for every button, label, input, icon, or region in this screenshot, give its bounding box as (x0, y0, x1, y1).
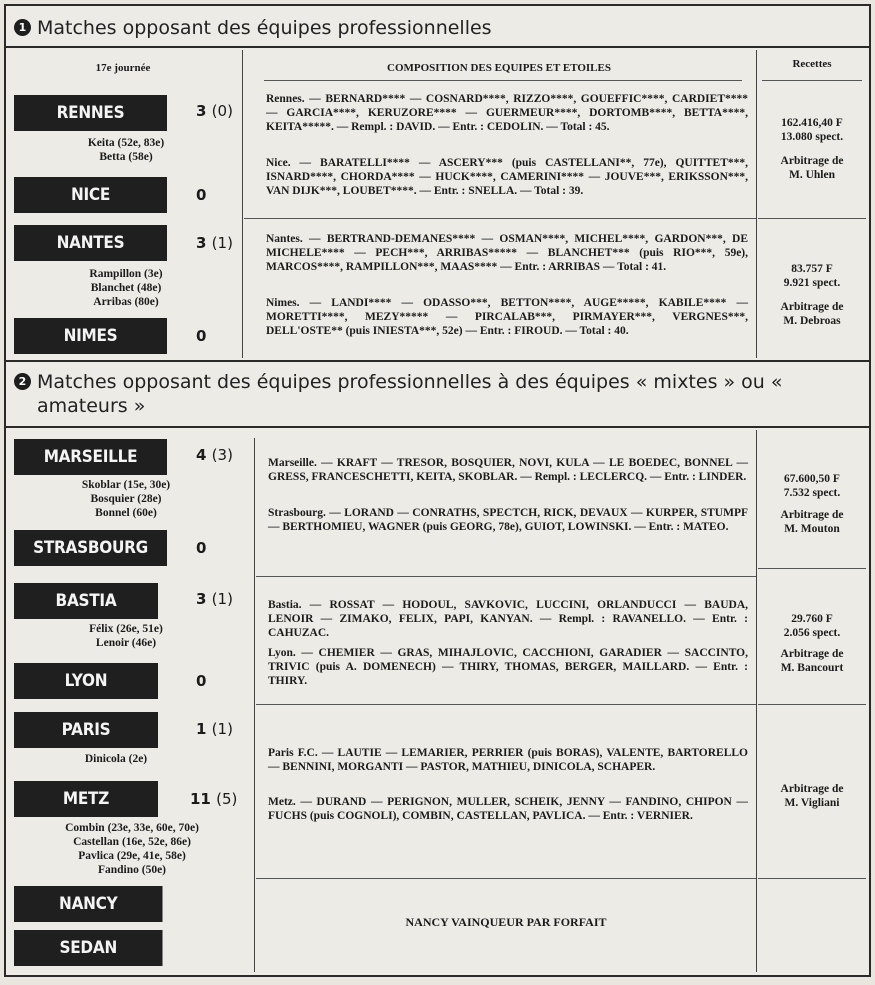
divider (758, 568, 866, 569)
section1-number: 1 (14, 19, 31, 36)
receipts-m4: 29.760 F 2.056 spect. (783, 613, 841, 639)
team-nimes: NIMES (14, 318, 167, 354)
team-metz: METZ (14, 781, 158, 817)
team-bastia: BASTIA (14, 583, 158, 619)
score-lyon: 0 (196, 672, 207, 690)
divider (256, 576, 756, 577)
divider (6, 426, 869, 428)
compo-metz: Metz. — DURAND — PERIGNON, MULLER, SCHEIK, JENNY — FANDINO, CHIPON — FUCHS (puis COGNOLI), COMBIN, CASTELLAN, PAVLICA. — Entr. : VERNIER. (268, 796, 748, 822)
section1-title (14, 16, 492, 40)
compo-strasbourg: Strasbourg. — LORAND — CONRATHS, SPECTCH, RICK, DEVAUX — KURPER, STUMPF — BERTHOMIEU, WAGNER (puis GEORG, 78e), GUIOT, LOWINSKI. — Entr. : MATEO. (268, 507, 748, 533)
team-sedan: SEDAN (14, 930, 163, 966)
referee-m5: Arbitrage de M. Vigliani (780, 783, 844, 809)
score-nantes: 3 (1) (196, 234, 233, 252)
scorers-bastia: Félix (26e, 51e) Lenoir (46e) (89, 623, 163, 649)
team-nantes: NANTES (14, 225, 167, 261)
referee-m2: Arbitrage de M. Debroas (780, 301, 844, 327)
score-nice: 0 (196, 186, 207, 204)
compo-nice: Nice. — BARATELLI**** — ASCERY*** (puis CASTELLANI**, 77e), QUITTET***, ISNARD****, CHORDA**** — HUCK****, CAMERINI**** — JOUVE***, ERIKSSON***, VAN DIJK***, LOUBET****. — Entr. : SNELLA. — Total : 39. (266, 157, 748, 197)
team-nancy: NANCY (14, 886, 163, 922)
divider (6, 360, 869, 362)
col-divider-1 (242, 50, 243, 358)
divider (758, 878, 866, 879)
team-marseille: MARSEILLE (14, 439, 167, 475)
scorers-metz: Combin (23e, 33e, 60e, 70e) Castellan (16e, 52e, 86e) Pavlica (29e, 41e, 58e) Fandino (50e) (65, 822, 199, 876)
score-metz: 11 (5) (190, 790, 238, 808)
receipts-underline (762, 80, 862, 81)
forfeit-note: NANCY VAINQUEUR PAR FORFAIT (405, 915, 607, 929)
section2-title-text: Matches opposant des équipes professionnelles à des équipes « mixtes » ou « amateurs » (37, 371, 783, 417)
compo-underline (264, 80, 742, 81)
referee-m3: Arbitrage de M. Mouton (780, 509, 844, 535)
compo-nimes: Nimes. — LANDI**** — ODASSO***, BETTON****, AUGE*****, KABILE**** — MORETTI****, MEZY***** — PIRCALAB***, PIRMAYER***, VERGNES***, DELL'OSTE** (puis INIESTA***, 52e) — Entr. : FIROUD. — Total : 40. (266, 297, 748, 337)
team-nice: NICE (14, 177, 167, 213)
col-compo-header: COMPOSITION DES EQUIPES ET ETOILES (387, 62, 611, 74)
section2-title (14, 370, 864, 418)
team-strasbourg: STRASBOURG (14, 530, 167, 566)
compo-rennes: Rennes. — BERNARD**** — COSNARD****, RIZZO****, GOUEFFIC****, CARDIET**** — GARCIA****, KERUZORE**** — GUERMEUR****, DORTOMB****, BETTA****, KEITA*****. — Rempl. : DAVID. — Entr. : CEDOLIN. — Total : 45. (266, 93, 748, 133)
scorers-paris: Dinicola (2e) (84, 753, 148, 765)
divider (758, 704, 866, 705)
divider (244, 218, 756, 219)
receipts-m2: 83.757 F 9.921 spect. (783, 263, 841, 289)
referee-m1: Arbitrage de M. Uhlen (780, 155, 844, 181)
receipts-m1: 162.416,40 F 13.080 spect. (780, 117, 844, 143)
team-lyon: LYON (14, 663, 158, 699)
section2-number: 2 (14, 373, 31, 390)
col-divider-4 (756, 430, 757, 972)
compo-nantes: Nantes. — BERTRAND-DEMANES**** — OSMAN****, MICHEL****, GARDON***, DE MICHELE**** — PECH***, ARRIBAS***** — BLANCHET*** (puis RIO***, 59e), MARCOS****, RAMPILLON***, MAAS**** — Entr. : ARRIBAS — Total : 41. (266, 233, 748, 273)
score-strasbourg: 0 (196, 539, 207, 557)
scorers-nantes: Rampillon (3e) Blanchet (48e) Arribas (80e) (89, 268, 163, 308)
divider (6, 46, 869, 48)
score-nimes: 0 (196, 327, 207, 345)
compo-marseille: Marseille. — KRAFT — TRESOR, BOSQUIER, NOVI, KULA — LE BOEDEC, BONNEL — GRESS, FRANCESCHETTI, KEITA, SKOBLAR. — Rempl. : LECLERCQ. — Entr. : LINDER. (268, 457, 748, 483)
referee-m4: Arbitrage de M. Bancourt (780, 648, 844, 674)
score-bastia: 3 (1) (196, 590, 233, 608)
score-rennes: 3 (0) (196, 102, 233, 120)
compo-paris: Paris F.C. — LAUTIE — LEMARIER, PERRIER (puis BORAS), VALENTE, BARTORELLO — BENNINI, MORGANTI — PASTOR, MATHIEU, DINICOLA, SCHAPER. (268, 747, 748, 773)
section1-title-text: Matches opposant des équipes professionnelles (37, 17, 492, 39)
col-divider-3 (254, 438, 255, 972)
team-paris: PARIS (14, 712, 158, 748)
divider (256, 704, 756, 705)
compo-bastia: Bastia. — ROSSAT — HODOUL, SAVKOVIC, LUCCINI, ORLANDUCCI — BAUDA, LENOIR — ZIMAKO, FELIX, PAPI, KANYAN. — Rempl. : RAVANELLO. — Entr. : CAHUZAC. (268, 599, 748, 639)
scorers-rennes: Keita (52e, 83e) Betta (58e) (87, 137, 165, 163)
compo-lyon: Lyon. — CHEMIER — GRAS, MIHAJLOVIC, CACCHIONI, GARADIER — SACCINTO, TRIVIC (puis A. DOMENECH) — THIRY, THOMAS, BERGER, MAILLARD. — Entr. : THIRY. (268, 647, 748, 687)
col-receipts-header: Recettes (792, 58, 832, 70)
results-page (4, 4, 871, 977)
divider (256, 878, 756, 879)
receipts-m3: 67.600,50 F 7.532 spect. (783, 473, 841, 499)
score-marseille: 4 (3) (196, 446, 233, 464)
score-paris: 1 (1) (196, 720, 233, 738)
team-rennes: RENNES (14, 95, 167, 131)
divider (758, 218, 866, 219)
col-divider-2 (756, 50, 757, 358)
scorers-marseille: Skoblar (15e, 30e) Bosquier (28e) Bonnel (60e) (81, 479, 171, 519)
col-day-header: 17e journée (95, 62, 151, 74)
